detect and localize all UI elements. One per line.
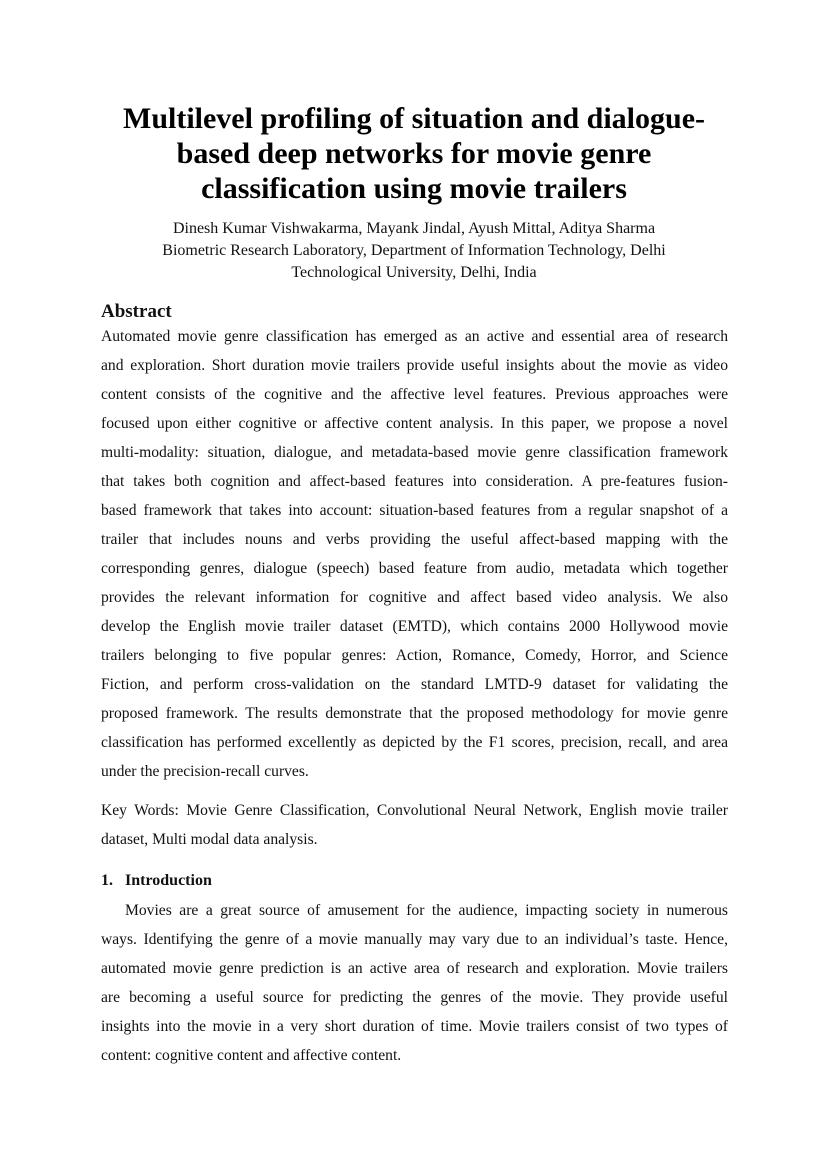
abstract-line: Automated movie genre classification has emerged as an active and essential area of research [101, 328, 728, 345]
abstract-body [101, 322, 728, 786]
abstract-line: under the precision-recall curves. [101, 763, 309, 780]
introduction-line: are becoming a useful source for predicting the genres of the movie. They provide useful [101, 989, 728, 1006]
introduction-line: Movies are a great source of amusement for the audience, impacting society in numerous [125, 902, 728, 919]
abstract-line: trailers belonging to five popular genres: Action, Romance, Comedy, Horror, and Science [101, 647, 728, 664]
abstract-line: develop the English movie trailer dataset (EMTD), which contains 2000 Hollywood movie [101, 618, 728, 635]
abstract-line: content consists of the cognitive and the affective level features. Previous approaches were [101, 386, 728, 403]
abstract-line: based framework that takes into account: situation-based features from a regular snapshot of a [101, 502, 728, 519]
author-affiliation: Technological University, Delhi, India [291, 264, 537, 281]
section-number: 1. [101, 872, 113, 889]
abstract-line: corresponding genres, dialogue (speech) based feature from audio, metadata which together [101, 560, 728, 577]
introduction-line: automated movie genre prediction is an active area of research and exploration. Movie trailers [101, 960, 728, 977]
paper-title [90, 101, 738, 206]
keywords-line: Key Words: Movie Genre Classification, Convolutional Neural Network, English movie trailer [101, 802, 728, 819]
section-title: Introduction [125, 872, 212, 889]
section-heading-introduction [101, 870, 212, 892]
author-names: Dinesh Kumar Vishwakarma, Mayank Jindal, Ayush Mittal, Aditya Sharma [172, 220, 656, 237]
title-line: classification using movie trailers [201, 172, 627, 205]
abstract-line: provides the relevant information for cognitive and affect based video analysis. We also [101, 589, 728, 606]
abstract-line: and exploration. Short duration movie trailers provide useful insights about the movie as video [101, 357, 728, 374]
abstract-line: classification has performed excellently as depicted by the F1 scores, precision, recall, and area [101, 734, 728, 751]
title-line: Multilevel profiling of situation and dialogue- [123, 102, 705, 135]
author-affiliation: Biometric Research Laboratory, Department of Information Technology, Delhi [162, 242, 666, 259]
abstract-line: focused upon either cognitive or affective content analysis. In this paper, we propose a novel [101, 415, 728, 432]
keywords-line: dataset, Multi modal data analysis. [101, 831, 318, 848]
abstract-heading: Abstract [101, 301, 172, 322]
introduction-line: insights into the movie in a very short duration of time. Movie trailers consist of two types of [101, 1018, 728, 1035]
title-line: based deep networks for movie genre [176, 137, 652, 170]
abstract-line: Fiction, and perform cross-validation on the standard LMTD-9 dataset for validating the [101, 676, 728, 693]
introduction-line: ways. Identifying the genre of a movie manually may vary due to an individual’s taste. Hence, [101, 931, 728, 948]
abstract-line: proposed framework. The results demonstrate that the proposed methodology for movie genre [101, 705, 728, 722]
abstract-line: multi-modality: situation, dialogue, and metadata-based movie genre classification framework [101, 444, 728, 461]
keywords-paragraph [101, 796, 728, 854]
author-block [90, 218, 738, 284]
abstract-line: trailer that includes nouns and verbs providing the useful affect-based mapping with the [101, 531, 728, 548]
abstract-line: that takes both cognition and affect-based features into consideration. A pre-features fusion- [101, 473, 728, 490]
introduction-paragraph [101, 896, 728, 1070]
introduction-line: content: cognitive content and affective content. [101, 1047, 402, 1064]
